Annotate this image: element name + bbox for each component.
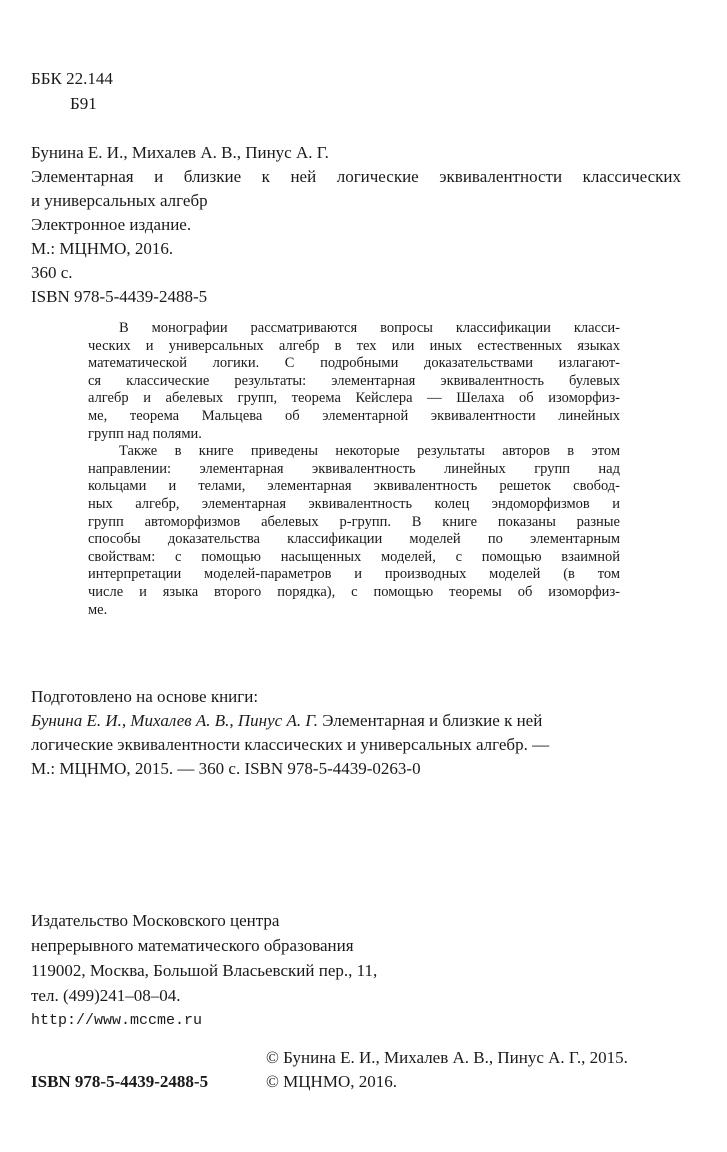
author-mark: Б91: [70, 94, 97, 113]
abstract-paragraph-1: [88, 320, 620, 443]
bbk-code: ББК 22.144: [31, 69, 113, 88]
abstract-paragraph-2: [88, 443, 620, 619]
based-on-authors: Бунина Е. И., Михалев А. В., Пинус А. Г.: [31, 711, 318, 730]
abstract-line: числе и языка второго порядка), с помощью теоремы об изоморфиз-: [88, 583, 620, 600]
abstract-line: групп автоморфизмов абелевых p-групп. В книге показаны разные: [88, 513, 620, 530]
based-on-line1: [31, 710, 542, 732]
abstract: [88, 320, 620, 619]
based-on-line3: М.: МЦНМО, 2015. — 360 с. ISBN 978-5-4439-0263-0: [31, 759, 421, 778]
footer-isbn: ISBN 978-5-4439-2488-5: [31, 1072, 209, 1091]
copyright-publisher: © МЦНМО, 2016.: [266, 1072, 397, 1091]
publisher-address: 119002, Москва, Большой Власьевский пер., 11,: [31, 961, 378, 980]
bib-publisher-year: М.: МЦНМО, 2016.: [31, 239, 174, 258]
bib-isbn: ISBN 978-5-4439-2488-5: [31, 287, 208, 306]
abstract-line: В монографии рассматриваются вопросы классификации класси-: [119, 320, 620, 336]
abstract-line: ных алгебр, элементарная эквивалентность колец эндоморфизмов и: [88, 495, 620, 512]
abstract-line: Также в книге приведены некоторые результаты авторов в этом: [119, 443, 620, 460]
publisher-phone: тел. (499)241–08–04.: [31, 986, 181, 1005]
abstract-line: свойствам: с помощью насыщенных моделей, с помощью взаимной: [88, 548, 620, 565]
abstract-line: ме.: [88, 601, 108, 618]
bib-title-line1: Элементарная и близкие к ней логические эквивалентности классических: [31, 167, 681, 186]
bib-title-line2: и универсальных алгебр: [31, 191, 208, 210]
publisher-line1: Издательство Московского центра: [31, 911, 280, 930]
bib-edition: Электронное издание.: [31, 215, 192, 234]
publisher-line2: непрерывного математического образования: [31, 936, 354, 955]
abstract-line: кольцами и телами, элементарная эквивалентность решеток свобод-: [88, 478, 620, 495]
abstract-line: интерпретации моделей-параметров и производных моделей (в том: [88, 566, 620, 583]
abstract-line: алгебр и абелевых групп, теорема Кейслера — Шелаха об изоморфиз-: [88, 390, 620, 407]
abstract-line: способы доказательства классификации моделей по элементарным: [88, 531, 620, 548]
abstract-line: ся классические результаты: элементарная эквивалентность булевых: [88, 372, 620, 389]
bib-pages: 360 с.: [31, 263, 73, 282]
abstract-line: математической логики. С подробными доказательствами излагают-: [88, 355, 620, 372]
copyright-authors: © Бунина Е. И., Михалев А. В., Пинус А. Г., 2015.: [266, 1048, 628, 1067]
based-on-intro: Подготовлено на основе книги:: [31, 687, 259, 706]
abstract-line: ме, теорема Мальцева об элементарной эквивалентности линейных: [88, 407, 620, 424]
abstract-line: групп над полями.: [88, 425, 202, 442]
publisher-url[interactable]: http://www.mccme.ru: [31, 1012, 203, 1029]
based-on-title-start: Элементарная и близкие к ней: [317, 711, 543, 730]
based-on-line2: логические эквивалентности классических и универсальных алгебр. —: [31, 735, 550, 754]
abstract-line: направлении: элементарная эквивалентность линейных групп над: [88, 460, 620, 477]
bib-authors: Бунина Е. И., Михалев А. В., Пинус А. Г.: [31, 143, 329, 162]
abstract-line: ческих и универсальных алгебр в тех или иных естественных языках: [88, 337, 620, 354]
